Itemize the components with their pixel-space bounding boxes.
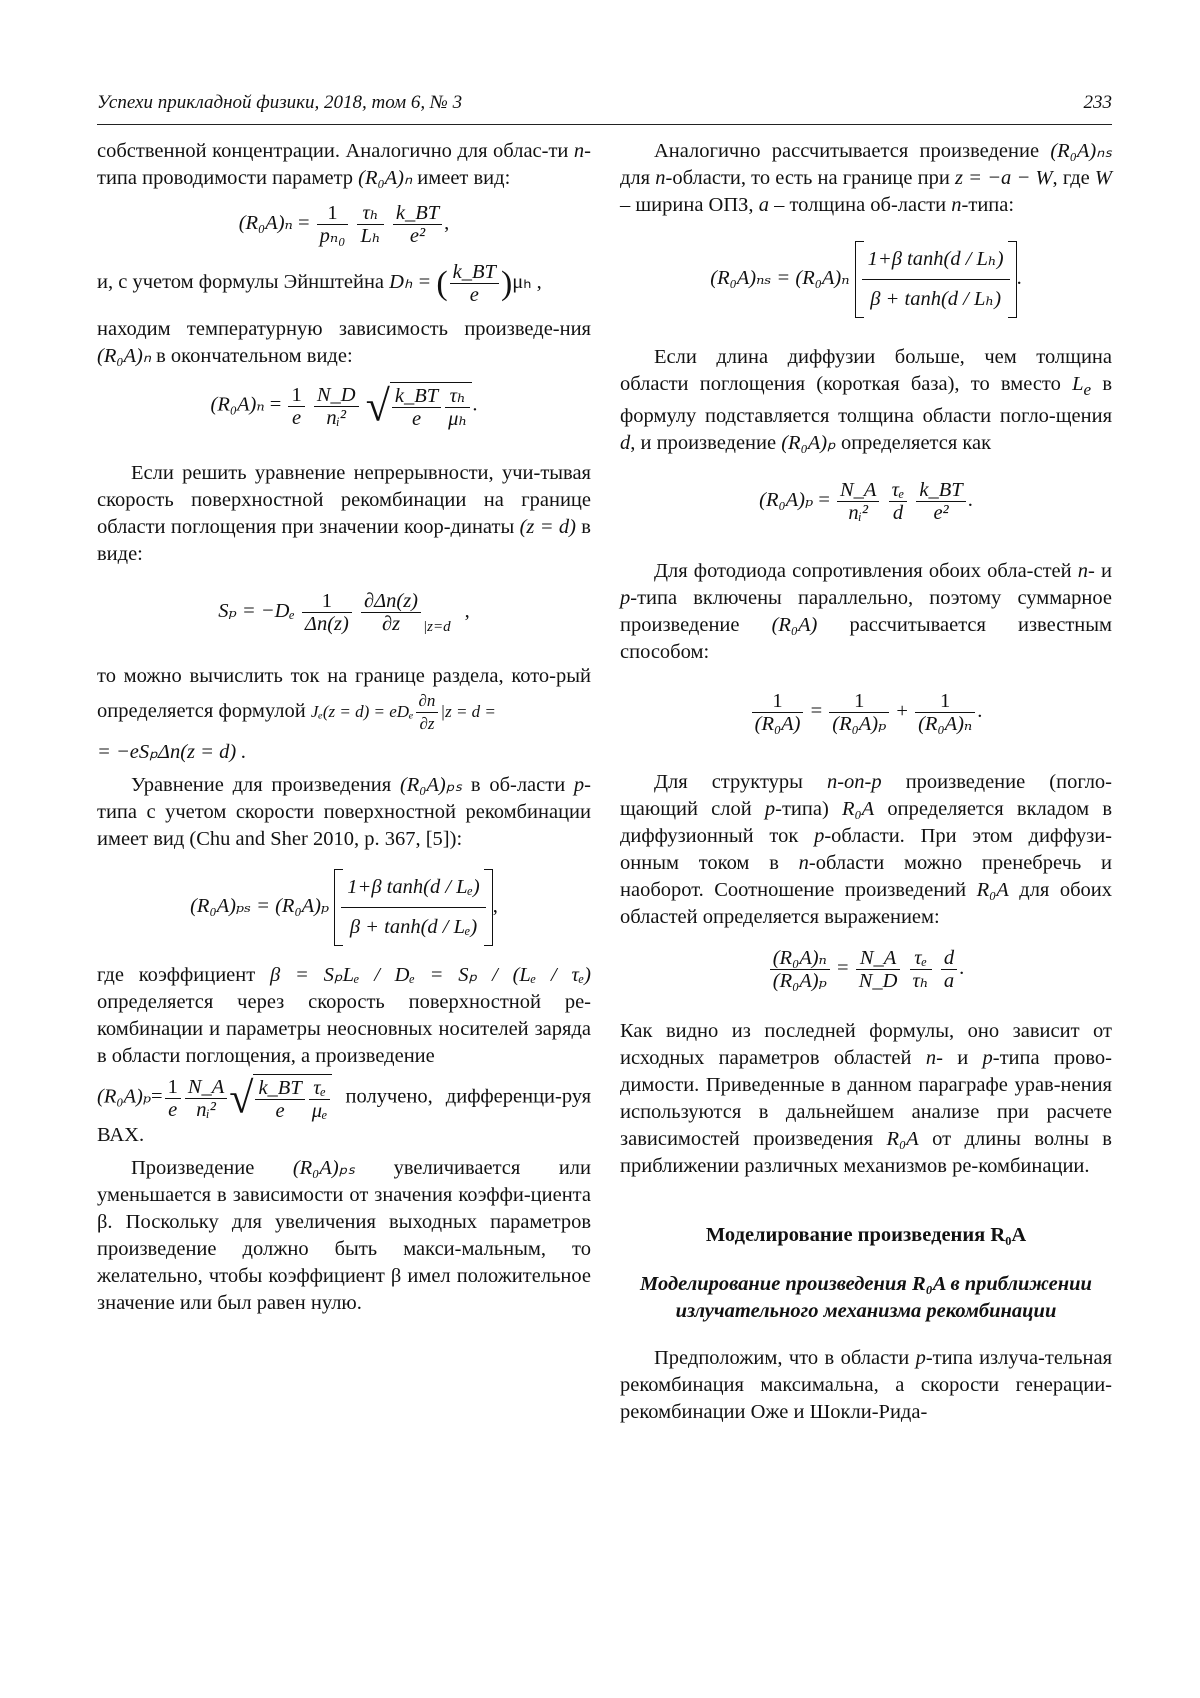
paragraph: Для фотодиода сопротивления обоих обла-стей n- и p-типа включены параллельно, поэтому суммарное произведение (R₀A) рассчитывается известным способом: — [620, 558, 1112, 666]
paragraph: собственной концентрации. Аналогично для облас-ти n-типа проводимости параметр (R₀A)ₙ имеет вид: — [97, 138, 591, 192]
equation-2: (R₀A)ₙ = 1 e N_D nᵢ² √ k_BT e τₕ μₕ . — [97, 382, 591, 430]
paragraph: Для структуры n-on-p произведение (погло-щающий слой p-типа) R₀A определяется вкладом в диффузионный ток p-области. При этом диффузи-онным током в n-области можно пренебречь и наоборот. Соотношение произведений R₀A для обоих областей определяется выражением: — [620, 769, 1112, 931]
equation-1: (R₀A)ₙ = 1 pₙ₀ τₕ Lₕ k_BT e² , — [97, 202, 591, 247]
paragraph: находим температурную зависимость произведе-ния (R₀A)ₙ в окончательном виде: — [97, 316, 591, 370]
paragraph: то можно вычислить ток на границе раздела, кото-рый определяется формулой Jₑ(z = d) = eDₑ ∂n ∂z |z = d = — [97, 663, 591, 735]
paragraph: Аналогично рассчитывается произведение (R₀A)ₙₛ для n-области, то есть на границе при z = −a − W, где W – ширина ОПЗ, a – толщина об-ласти n-типа: — [620, 138, 1112, 219]
equation-7: (R₀A)ₙₛ = (R₀A)ₙ 1+β tanh(d / Lₕ) β + tanh(d / Lₕ) . — [620, 241, 1112, 318]
paragraph: Произведение (R₀A)ₚₛ увеличивается или уменьшается в зависимости от значения коэффи-циента β. Поскольку для увеличения выходных параметров произведение должно быть макси-мальным, то желательно, чтобы коэффициент β имел положительное значение или был равен нулю. — [97, 1155, 591, 1317]
paragraph: Уравнение для произведения (R₀A)ₚₛ в об-ласти p-типа с учетом скорости поверхностной рекомбинации имеет вид (Chu and Sher 2010, p. 367, [5]): — [97, 772, 591, 853]
paragraph: Если длина диффузии больше, чем толщина области поглощения (короткая база), то вместо Le в формулу подставляется толщина области погло-щения d, и произведение (R₀A)ₚ определяется как — [620, 344, 1112, 457]
paragraph: и, с учетом формулы Эйнштейна Dₕ = ( k_BT e )μₕ , — [97, 261, 591, 306]
paragraph: Если решить уравнение непрерывности, учи-тывая скорость поверхностной рекомбинации на границе области поглощения при значении коор-динаты (z = d) в виде: — [97, 460, 591, 568]
equation-5: (R₀A)ₚₛ = (R₀A)ₚ 1+β tanh(d / Lₑ) β + tanh(d / Lₑ) , — [97, 869, 591, 946]
paragraph: Предположим, что в области p-типа излуча-тельная рекомбинация максимальна, а скорости генерации-рекомбинации Оже и Шокли-Рида- — [620, 1345, 1112, 1426]
journal-title: Успехи прикладной физики, 2018, том 6, № 3 — [97, 92, 462, 114]
section-title: Моделирование произведения R₀A — [620, 1222, 1112, 1249]
inline-equation: (R₀A)ₙ — [358, 167, 412, 189]
page-number: 233 — [1084, 92, 1113, 114]
subsection-title: Моделирование произведения R₀A в приближении излучательного механизма рекомбинации — [620, 1271, 1112, 1325]
left-column — [97, 138, 591, 1317]
equation-8: (R₀A)ₚ = N_A nᵢ² τₑ d k_BT e² . — [620, 479, 1112, 524]
paragraph: (R₀A)ₚ= 1 e N_A nᵢ² √ k_BT e τₑ μₑ получено, дифференци-руя ВАХ. — [97, 1074, 591, 1149]
paragraph: = −eSₚΔn(z = d) . — [97, 739, 591, 766]
equation-10: (R₀A)ₙ (R₀A)ₚ = N_A N_D τₑ τₕ d a . — [620, 947, 1112, 992]
paragraph: Как видно из последней формулы, оно зависит от исходных параметров областей n- и p-типа прово-димости. Приведенные в данном параграфе урав-нения используются в дальнейшем анализе при расчете зависимостей произведения R₀A от длины волны в приближении различных механизмов ре-комбинации. — [620, 1018, 1112, 1180]
running-header — [97, 90, 1112, 125]
equation-3: Sₚ = −Dₑ 1 Δn(z) ∂Δn(z) ∂z |z=d, — [97, 590, 591, 641]
paragraph: где коэффициент β = SₚLₑ / Dₑ = Sₚ / (Lₑ / τₑ) определяется через скорость поверхностной ре-комбинации и параметры неосновных носителей заряда в области поглощения, а произведение — [97, 962, 591, 1070]
equation-9: 1 (R₀A) = 1 (R₀A)ₚ + 1 (R₀A)ₙ . — [620, 690, 1112, 735]
right-column — [620, 138, 1112, 1426]
